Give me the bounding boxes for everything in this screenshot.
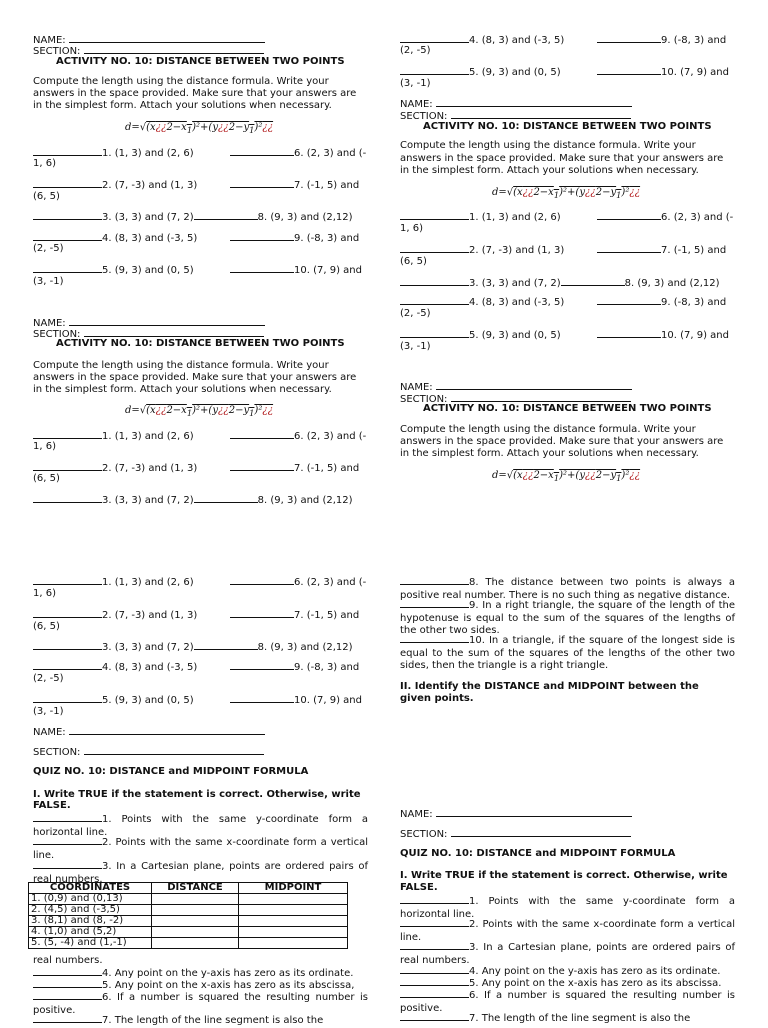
midpoint-cell[interactable] <box>239 894 348 905</box>
table-header: COORDINATES <box>29 883 152 894</box>
quiz-q4: 4. Any point on the y-axis has zero as its ordinate. <box>400 964 735 979</box>
item-7: 7. (-1, 5) and <box>597 243 726 257</box>
answer-blank[interactable] <box>230 146 294 156</box>
table-header: MIDPOINT <box>239 883 348 894</box>
answer-blank[interactable] <box>597 65 661 75</box>
section-line: SECTION: <box>400 109 631 123</box>
table-row: 1. (0,9) and (0,13) <box>29 894 348 905</box>
quiz-q5: 5. Any point on the x-axis has zero as its abscissa. <box>400 976 735 991</box>
answer-blank[interactable] <box>400 964 469 974</box>
name-field[interactable] <box>436 97 632 107</box>
item-1: 1. (1, 3) and (2, 6) <box>400 210 561 224</box>
answer-blank[interactable] <box>400 33 469 43</box>
item-10-cont: (3, -1) <box>33 706 64 717</box>
answer-blank[interactable] <box>33 660 102 670</box>
answer-blank[interactable] <box>33 461 102 471</box>
instructions: answers in the space provided. Make sure that your answers are <box>400 153 724 164</box>
answer-blank[interactable] <box>194 210 258 220</box>
quiz-part1-heading: I. Write TRUE if the statement is correct. Otherwise, write <box>400 870 728 881</box>
quiz-q3: 3. In a Cartesian plane, points are ordered pairs of real numbers. <box>33 861 368 885</box>
name-field[interactable] <box>436 807 632 817</box>
answer-blank[interactable] <box>230 693 294 703</box>
radicand: $(x¿¿2-x_1)^2+(y¿¿2-y_1)^2¿¿$ <box>146 122 274 135</box>
item-7-cont: (6, 5) <box>33 191 60 202</box>
item-6: 6. (2, 3) and (- <box>597 210 733 224</box>
instructions: answers in the space provided. Make sure that your answers are <box>33 372 357 383</box>
quiz-q5: 5. Any point on the x-axis has zero as its abscissa, <box>33 978 368 993</box>
activity-title: ACTIVITY NO. 10: DISTANCE BETWEEN TWO POINTS <box>423 121 712 132</box>
quiz-part2-heading: given points. <box>400 693 474 704</box>
instructions: in the simplest form. Attach your solutions when necessary. <box>400 165 699 176</box>
name-line: NAME: <box>400 97 632 111</box>
quiz-title: QUIZ NO. 10: DISTANCE and MIDPOINT FORMULA <box>400 848 676 859</box>
distance-cell[interactable] <box>152 905 239 916</box>
answer-blank[interactable] <box>33 978 102 988</box>
instructions: answers in the space provided. Make sure that your answers are <box>33 88 357 99</box>
instructions: Compute the length using the distance formula. Write your <box>33 76 329 87</box>
item-5: 5. (9, 3) and (0, 5) <box>33 263 194 277</box>
section-line: SECTION: <box>400 827 631 841</box>
quiz-q2: 2. Points with the same x-coordinate form a vertical line. <box>33 837 368 861</box>
answer-blank[interactable] <box>597 295 661 305</box>
distance-formula: $d=√(x¿¿2-x_1)^2+(y¿¿2-y_1)^2¿¿$ <box>125 405 274 418</box>
table-row: 4. (1,0) and (5,2) <box>29 927 348 938</box>
item-7: 7. (-1, 5) and <box>230 178 359 192</box>
item-1: 1. (1, 3) and (2, 6) <box>33 429 194 443</box>
answer-blank[interactable] <box>33 178 102 188</box>
section-field[interactable] <box>451 827 631 837</box>
answer-blank[interactable] <box>400 295 469 305</box>
answer-blank[interactable] <box>33 640 102 650</box>
item-10-cont: (3, -1) <box>400 341 431 352</box>
activity-title: ACTIVITY NO. 10: DISTANCE BETWEEN TWO POINTS <box>56 56 345 67</box>
answer-blank[interactable] <box>194 640 258 650</box>
answer-blank[interactable] <box>400 598 469 608</box>
item-4: 4. (8, 3) and (-3, 5) <box>400 33 564 47</box>
distance-cell[interactable] <box>152 916 239 927</box>
quiz-q3-cont: real numbers. <box>33 955 103 966</box>
midpoint-cell[interactable] <box>239 938 348 949</box>
quiz-title: QUIZ NO. 10: DISTANCE and MIDPOINT FORMULA <box>33 766 309 777</box>
answer-blank[interactable] <box>33 1013 102 1023</box>
answer-blank[interactable] <box>400 940 469 950</box>
radicand: $(x¿¿2-x_1)^2+(y¿¿2-y_1)^2¿¿$ <box>513 470 641 483</box>
answer-blank[interactable] <box>230 429 294 439</box>
item-5: 5. (9, 3) and (0, 5) <box>400 65 561 79</box>
activity-title: ACTIVITY NO. 10: DISTANCE BETWEEN TWO POINTS <box>56 338 345 349</box>
answer-blank[interactable] <box>33 575 102 585</box>
item-9: 9. (-8, 3) and <box>230 231 359 245</box>
instructions: Compute the length using the distance formula. Write your <box>400 140 696 151</box>
quiz-part1-heading: I. Write TRUE if the statement is correct. Otherwise, write <box>33 789 361 800</box>
item-9: 9. (-8, 3) and <box>230 660 359 674</box>
item-2: 2. (7, -3) and (1, 3) <box>400 243 564 257</box>
answer-blank[interactable] <box>33 812 102 822</box>
section-field[interactable] <box>84 44 264 54</box>
section-line: SECTION: <box>33 745 264 759</box>
item-4: 4. (8, 3) and (-3, 5) <box>33 660 197 674</box>
quiz-q9: 9. In a right triangle, the square of the length of the hypotenuse is equal to the sum of the squares of the lengths of the other two sides. <box>400 600 735 636</box>
quiz-q3: 3. In a Cartesian plane, points are ordered pairs of real numbers. <box>400 942 735 966</box>
item-9-cont: (2, -5) <box>33 673 64 684</box>
section-line: SECTION: <box>33 327 264 341</box>
answer-blank[interactable] <box>33 429 102 439</box>
table-row: 2. (4,5) and (-3,5) <box>29 905 348 916</box>
answer-blank[interactable] <box>230 575 294 585</box>
coordinates-table <box>28 882 348 949</box>
item-9-cont: (2, -5) <box>400 308 431 319</box>
answer-blank[interactable] <box>33 966 102 976</box>
item-5: 5. (9, 3) and (0, 5) <box>33 693 194 707</box>
answer-blank[interactable] <box>33 231 102 241</box>
item-5: 5. (9, 3) and (0, 5) <box>400 328 561 342</box>
instructions: in the simplest form. Attach your solutions when necessary. <box>400 448 699 459</box>
item-3: 3. (3, 3) and (7, 2) 8. (9, 3) and (2,12) <box>33 493 353 507</box>
answer-blank[interactable] <box>400 65 469 75</box>
answer-blank[interactable] <box>400 633 469 643</box>
answer-blank[interactable] <box>400 575 469 585</box>
item-10: 10. (7, 9) and <box>597 65 729 79</box>
distance-formula: $d=√(x¿¿2-x_1)^2+(y¿¿2-y_1)^2¿¿$ <box>125 122 274 135</box>
item-6-cont: 1, 6) <box>400 223 423 234</box>
quiz-part1-heading: FALSE. <box>33 800 71 811</box>
answer-blank[interactable] <box>597 328 661 338</box>
answer-blank[interactable] <box>33 859 102 869</box>
name-field[interactable] <box>69 725 265 735</box>
item-6: 6. (2, 3) and (- <box>230 429 366 443</box>
answer-blank[interactable] <box>33 835 102 845</box>
distance-cell[interactable] <box>152 938 239 949</box>
item-2: 2. (7, -3) and (1, 3) <box>33 178 197 192</box>
instructions: Compute the length using the distance formula. Write your <box>33 360 329 371</box>
answer-blank[interactable] <box>597 243 661 253</box>
answer-blank[interactable] <box>230 608 294 618</box>
answer-blank[interactable] <box>400 243 469 253</box>
item-10-cont: (3, -1) <box>33 276 64 287</box>
answer-blank[interactable] <box>33 608 102 618</box>
answer-blank[interactable] <box>230 660 294 670</box>
answer-blank[interactable] <box>33 210 102 220</box>
name-field[interactable] <box>69 316 265 326</box>
answer-blank[interactable] <box>400 276 469 286</box>
answer-blank[interactable] <box>33 263 102 273</box>
item-3: 3. (3, 3) and (7, 2) 8. (9, 3) and (2,12) <box>33 210 353 224</box>
table-row: 3. (8,1) and (8, -2) <box>29 916 348 927</box>
quiz-part2-heading: II. Identify the DISTANCE and MIDPOINT between the <box>400 681 699 692</box>
instructions: answers in the space provided. Make sure that your answers are <box>400 436 724 447</box>
quiz-q6: 6. If a number is squared the resulting number is positive. <box>400 990 735 1014</box>
answer-blank[interactable] <box>400 917 469 927</box>
item-6: 6. (2, 3) and (- <box>230 575 366 589</box>
instructions: in the simplest form. Attach your solutions when necessary. <box>33 384 332 395</box>
item-9-cont: (2, -5) <box>33 243 64 254</box>
item-7: 7. (-1, 5) and <box>230 461 359 475</box>
answer-blank[interactable] <box>230 461 294 471</box>
quiz-q4: 4. Any point on the y-axis has zero as its ordinate. <box>33 966 368 981</box>
instructions: Compute the length using the distance formula. Write your <box>400 424 696 435</box>
item-9-cont: (2, -5) <box>400 45 431 56</box>
item-4: 4. (8, 3) and (-3, 5) <box>400 295 564 309</box>
item-6-cont: 1, 6) <box>33 588 56 599</box>
answer-blank[interactable] <box>597 210 661 220</box>
name-field[interactable] <box>436 380 632 390</box>
answer-blank[interactable] <box>400 328 469 338</box>
item-2: 2. (7, -3) and (1, 3) <box>33 608 197 622</box>
midpoint-cell[interactable] <box>239 905 348 916</box>
section-line: SECTION: <box>400 392 631 406</box>
name-field[interactable] <box>69 33 265 43</box>
item-1: 1. (1, 3) and (2, 6) <box>33 575 194 589</box>
item-9: 9. (-8, 3) and <box>597 33 726 47</box>
item-10-cont: (3, -1) <box>400 78 431 89</box>
name-line: NAME: <box>400 380 632 394</box>
section-field[interactable] <box>451 392 631 402</box>
item-7: 7. (-1, 5) and <box>230 608 359 622</box>
quiz-q6: 6. If a number is squared the resulting number is positive. <box>33 992 368 1016</box>
item-7-cont: (6, 5) <box>33 621 60 632</box>
item-7-cont: (6, 5) <box>400 256 427 267</box>
item-4: 4. (8, 3) and (-3, 5) <box>33 231 197 245</box>
answer-blank[interactable] <box>230 263 294 273</box>
answer-blank[interactable] <box>597 33 661 43</box>
answer-blank[interactable] <box>230 231 294 241</box>
instructions: in the simplest form. Attach your solutions when necessary. <box>33 100 332 111</box>
table-header: DISTANCE <box>152 883 239 894</box>
item-6-cont: 1, 6) <box>33 441 56 452</box>
section-field[interactable] <box>84 327 264 337</box>
section-line: SECTION: <box>33 44 264 58</box>
quiz-q1: 1. Points with the same y-coordinate form a horizontal line. <box>400 896 735 920</box>
distance-cell[interactable] <box>152 927 239 938</box>
answer-blank[interactable] <box>400 894 469 904</box>
answer-blank[interactable] <box>33 693 102 703</box>
distance-formula: $d=√(x¿¿2-x_1)^2+(y¿¿2-y_1)^2¿¿$ <box>492 470 641 483</box>
answer-blank[interactable] <box>400 988 469 998</box>
item-9: 9. (-8, 3) and <box>597 295 726 309</box>
activity-title: ACTIVITY NO. 10: DISTANCE BETWEEN TWO POINTS <box>423 403 712 414</box>
radicand: $(x¿¿2-x_1)^2+(y¿¿2-y_1)^2¿¿$ <box>146 405 274 418</box>
item-6-cont: 1, 6) <box>33 158 56 169</box>
answer-blank[interactable] <box>400 210 469 220</box>
item-7-cont: (6, 5) <box>33 473 60 484</box>
quiz-q2: 2. Points with the same x-coordinate form a vertical line. <box>400 919 735 943</box>
item-10: 10. (7, 9) and <box>230 693 362 707</box>
section-field[interactable] <box>451 109 631 119</box>
answer-blank[interactable] <box>230 178 294 188</box>
item-10: 10. (7, 9) and <box>597 328 729 342</box>
section-field[interactable] <box>84 745 264 755</box>
quiz-part1-heading: FALSE. <box>400 882 438 893</box>
midpoint-cell[interactable] <box>239 916 348 927</box>
answer-blank[interactable] <box>33 493 102 503</box>
table-row: 5. (5, -4) and (1,-1) <box>29 938 348 949</box>
quiz-q8: 8. The distance between two points is always a positive real number. There is no such thing as negative distance. <box>400 577 735 601</box>
answer-blank[interactable] <box>400 1011 469 1021</box>
quiz-q7: 7. The length of the line segment is also the <box>33 1013 368 1024</box>
midpoint-cell[interactable] <box>239 927 348 938</box>
distance-formula: $d=√(x¿¿2-x_1)^2+(y¿¿2-y_1)^2¿¿$ <box>492 187 641 200</box>
answer-blank[interactable] <box>33 990 102 1000</box>
item-10: 10. (7, 9) and <box>230 263 362 277</box>
name-line: NAME: <box>33 33 265 47</box>
quiz-q7: 7. The length of the line segment is also the <box>400 1011 735 1024</box>
name-line: NAME: <box>400 807 632 821</box>
item-6: 6. (2, 3) and (- <box>230 146 366 160</box>
answer-blank[interactable] <box>561 276 625 286</box>
item-1: 1. (1, 3) and (2, 6) <box>33 146 194 160</box>
quiz-q10: 10. In a triangle, if the square of the longest side is equal to the sum of the squares of the lengths of the other two sides, then the triangle is a right triangle. <box>400 635 735 671</box>
item-2: 2. (7, -3) and (1, 3) <box>33 461 197 475</box>
answer-blank[interactable] <box>194 493 258 503</box>
answer-blank[interactable] <box>400 976 469 986</box>
answer-blank[interactable] <box>33 146 102 156</box>
quiz-q1: 1. Points with the same y-coordinate form a horizontal line. <box>33 814 368 838</box>
item-3: 3. (3, 3) and (7, 2) 8. (9, 3) and (2,12) <box>33 640 353 654</box>
name-line: NAME: <box>33 725 265 739</box>
item-3: 3. (3, 3) and (7, 2) 8. (9, 3) and (2,12) <box>400 276 720 290</box>
radicand: $(x¿¿2-x_1)^2+(y¿¿2-y_1)^2¿¿$ <box>513 187 641 200</box>
distance-cell[interactable] <box>152 894 239 905</box>
name-line: NAME: <box>33 316 265 330</box>
